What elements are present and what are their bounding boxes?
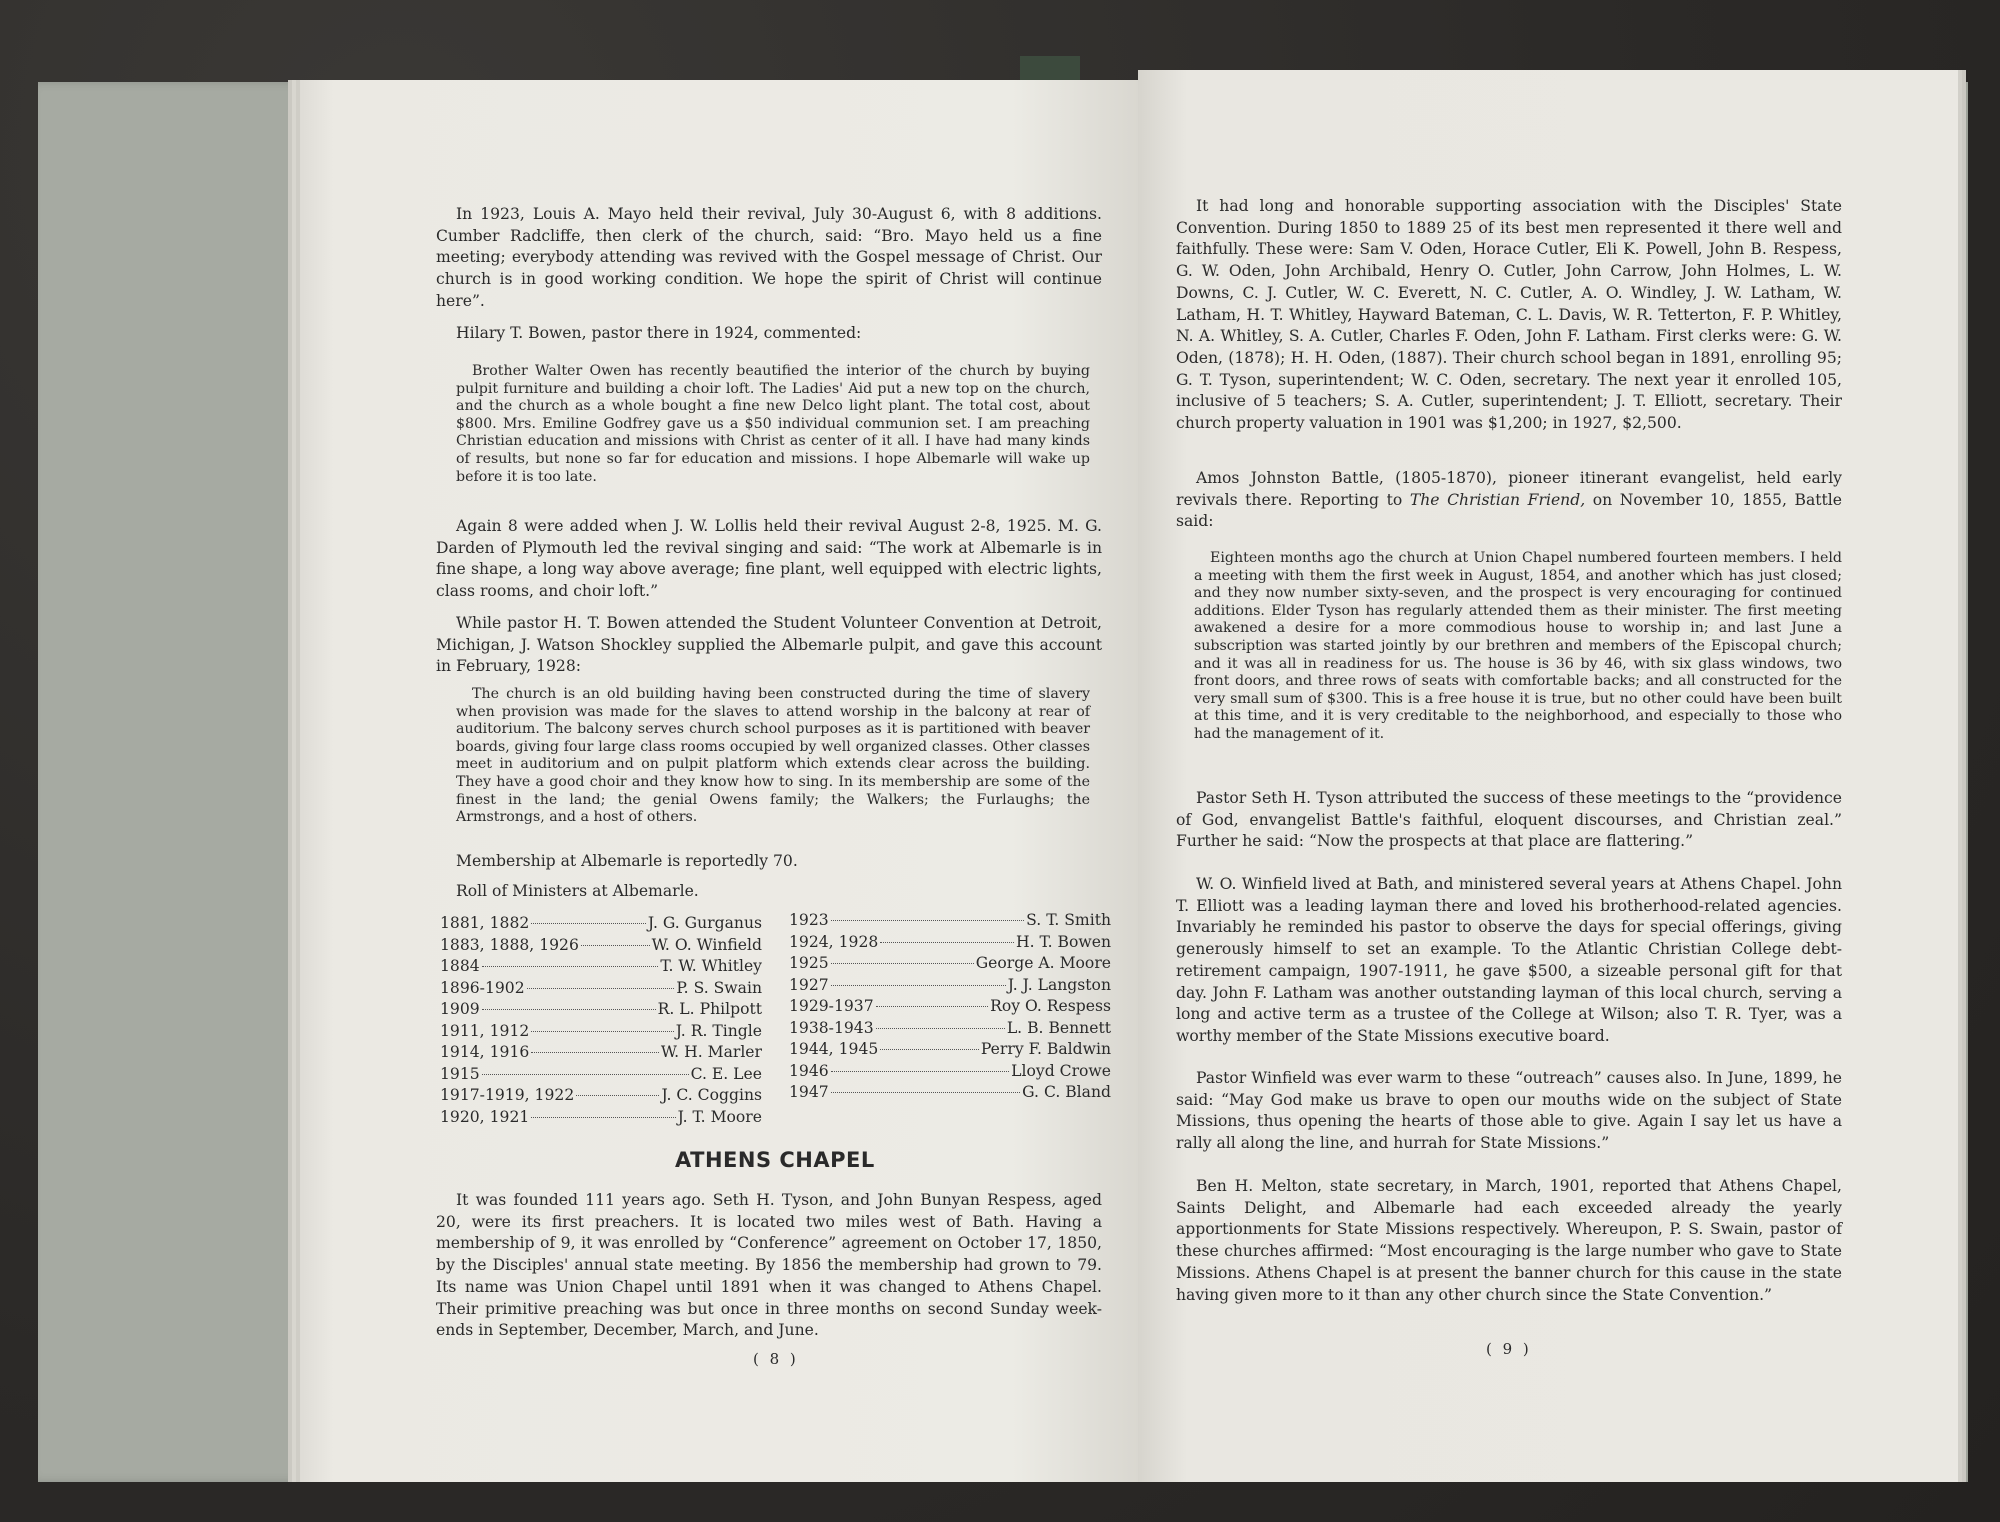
dot-leader xyxy=(876,1006,988,1007)
text-run: on November 10, 1855, Battle said: xyxy=(1176,490,1842,531)
roll-minister-name: Roy O. Respess xyxy=(990,997,1111,1015)
dot-leader xyxy=(831,1092,1020,1093)
quote-battle xyxy=(1194,550,1842,744)
roll-minister-name: P. S. Swain xyxy=(676,978,762,997)
dot-leader xyxy=(482,966,659,967)
athens-paragraph xyxy=(436,1190,1102,1342)
page-number: ( 9 ) xyxy=(1486,1340,1532,1358)
dot-leader xyxy=(880,1049,979,1050)
roll-years: 1917-1919, 1922 xyxy=(440,1086,575,1104)
roll-entry xyxy=(440,999,762,1021)
roll-minister-name: R. L. Philpott xyxy=(657,1000,762,1018)
right-para-3 xyxy=(1176,788,1842,853)
dot-leader xyxy=(482,1074,689,1075)
dot-leader xyxy=(531,1031,673,1032)
right-para-5 xyxy=(1176,1068,1842,1155)
section-heading: ATHENS CHAPEL xyxy=(675,1148,875,1172)
quote-shockley xyxy=(456,686,1090,827)
roll-years: 1923 xyxy=(789,911,829,929)
right-para-6 xyxy=(1176,1176,1842,1306)
roll-years: 1883, 1888, 1926 xyxy=(440,935,579,954)
roll-years: 1881, 1882 xyxy=(440,914,530,932)
roll-years: 1914, 1916 xyxy=(440,1043,530,1061)
roll-entry xyxy=(440,935,762,957)
roll-years: 1946 xyxy=(789,1061,829,1080)
paragraph: Hilary T. Bowen, pastor there in 1924, commented: xyxy=(456,323,862,342)
cover-flap xyxy=(38,82,308,1482)
roll-entry xyxy=(789,910,1111,932)
page-number: ( 8 ) xyxy=(753,1350,799,1368)
roll-minister-name: T. W. Whitley xyxy=(660,957,762,975)
dot-leader xyxy=(831,963,974,964)
paragraph: It had long and honorable supporting association with the Disciples' State Convention. During 1850 to 1889 25 of its best men represented it there well and faithfully. These were: Sam V. Oden, Horace Cutler, Eli K. Powell, John B. Respess, G. W. Oden, John Archibald, Henry O. Cutler, John Carrow, John Holmes, L. W. Downs, C. J. Cutler, W. C. Everett, N. C. Cutler, A. O. Windley, J. W. Latham, W. Latham, H. T. Whitley, Hayward Bateman, C. L. Davis, W. R. Tetterton, F. P. Whitley, N. A. Whitley, S. A. Cutler, Charles F. Oden, John F. Latham. First clerks were: G. W. Oden, (1878); H. H. Oden, (1887). Their church school began in 1891, enrolling 95; G. T. Tyson, superintendent; W. C. Oden, secretary. The next year it enrolled 105, inclusive of 5 teachers; S. A. Cutler, superintendent; J. T. Elliott, secretary. Their church property valuation in 1901 was $1,200; in 1927, $2,500. xyxy=(1176,197,1842,433)
right-para-4 xyxy=(1176,874,1842,1048)
membership-line: Membership at Albemarle is reportedly 70. xyxy=(456,852,798,870)
publication-title: The Christian Friend, xyxy=(1409,490,1586,509)
roll-entry xyxy=(440,1042,762,1064)
roll-minister-name: J. J. Langston xyxy=(1007,975,1111,994)
roll-entry xyxy=(789,1082,1111,1104)
dot-leader xyxy=(527,988,675,989)
roll-years: 1896-1902 xyxy=(440,978,525,997)
blockquote: Brother Walter Owen has recently beautified the interior of the church by buying pulpit furniture and building a choir loft. The Ladies' Aid put a new top on the church, and the church as a whole bought a fine new Delco light plant. The total cost, about $800. Mrs. Emiline Godfrey gave us a $50 individual communion set. I am preaching Christian education and missions with Christ as center of it all. I have had many kinds of results, but none so far for education and missions. I hope Albemarle will wake up before it is too late. xyxy=(456,363,1090,485)
roll-entry xyxy=(789,1018,1111,1040)
roll-entry xyxy=(440,913,762,935)
roll-years: 1929-1937 xyxy=(789,997,874,1015)
dot-leader xyxy=(576,1095,659,1096)
roll-entry xyxy=(789,932,1111,954)
roll-entry xyxy=(789,1061,1111,1083)
roll-minister-name: J. T. Moore xyxy=(677,1107,762,1126)
roll-minister-name: H. T. Bowen xyxy=(1015,932,1111,951)
roll-minister-name: S. T. Smith xyxy=(1026,911,1111,929)
quote-bowen xyxy=(456,363,1090,486)
left-page xyxy=(300,80,1138,1482)
dot-leader xyxy=(880,942,1014,943)
roll-years: 1925 xyxy=(789,954,829,972)
roll-years: 1947 xyxy=(789,1083,829,1101)
roll-column-left xyxy=(440,913,762,1128)
right-para-2 xyxy=(1176,468,1842,533)
roll-entry xyxy=(789,996,1111,1018)
left-intro xyxy=(436,204,1102,344)
dot-leader xyxy=(876,1028,1005,1029)
roll-years: 1924, 1928 xyxy=(789,932,879,951)
paragraph: Again 8 were added when J. W. Lollis held their revival August 2-8, 1925. M. G. Darden of Plymouth led the revival singing and said: “The work at Albemarle is in fine shape, a long way above average; fine plant, well equipped with electric lights, class rooms, and choir loft.” xyxy=(436,517,1102,601)
roll-entry xyxy=(440,956,762,978)
roll-minister-name: J. R. Tingle xyxy=(675,1021,762,1040)
paragraph: It was founded 111 years ago. Seth H. Tyson, and John Bunyan Respess, aged 20, were its first preachers. It is located two miles west of Bath. Having a membership of 9, it was enrolled by “Conference” agreement on October 17, 1850, by the Disciples' annual state meeting. By 1856 the membership had grown to 79. Its name was Union Chapel until 1891 when it was changed to Athens Chapel. Their primitive preaching was but once in three months on second Sunday week-ends in September, December, March, and June. xyxy=(436,1191,1102,1340)
roll-years: 1944, 1945 xyxy=(789,1040,879,1058)
dot-leader xyxy=(531,1117,675,1118)
roll-minister-name: L. B. Bennett xyxy=(1006,1018,1111,1037)
roll-minister-name: C. E. Lee xyxy=(690,1064,762,1083)
paragraph: Pastor Seth H. Tyson attributed the success of these meetings to the “providence of God, envangelist Battle's faithful, eloquent discourses, and Christian zeal.” Further he said: “Now the prospects at that place are flattering.” xyxy=(1176,789,1842,851)
roll-minister-name: J. C. Coggins xyxy=(661,1086,762,1104)
roll-minister-name: Lloyd Crowe xyxy=(1011,1061,1111,1080)
dot-leader xyxy=(531,1052,659,1053)
roll-minister-name: Perry F. Baldwin xyxy=(980,1040,1111,1058)
roll-entry xyxy=(440,978,762,1000)
roll-title: Roll of Ministers at Albemarle. xyxy=(456,882,699,900)
roll-entry xyxy=(789,953,1111,975)
blockquote: The church is an old building having been constructed during the time of slavery when provision was made for the slaves to attend worship in the balcony at rear of auditorium. The balcony serves church school purposes as it is partitioned with beaver boards, giving four large class rooms occupied by well organized classes. Other classes meet in auditorium and on pulpit platform which extends clear across the building. They have a good choir and they know how to sing. In its membership are some of the finest in the land; the genial Owens family; the Walkers; the Furlaughs; the Armstrongs, and a host of others. xyxy=(456,686,1090,826)
left-middle xyxy=(436,516,1102,678)
right-page xyxy=(1138,70,1958,1482)
paragraph: W. O. Winfield lived at Bath, and ministered several years at Athens Chapel. John T. Elliott was a leading layman there and loved his brotherhood-related agencies. Invariably he reminded his pastor to observe the days for special offerings, giving generously himself to set an example. To the Atlantic Christian College debt-retirement campaign, 1907-1911, he gave $500, a sizeable personal gift for that day. John F. Latham was another outstanding layman of this local church, serving a long and active term as a trustee of the College at Wilson; also T. R. Tyer, was a worthy member of the State Missions executive board. xyxy=(1176,875,1842,1045)
roll-years: 1911, 1912 xyxy=(440,1021,530,1040)
roll-years: 1909 xyxy=(440,1000,480,1018)
paragraph: While pastor H. T. Bowen attended the Student Volunteer Convention at Detroit, Michigan, J. Watson Shockley supplied the Albemarle pulpit, and gave this account in February, 1928: xyxy=(436,613,1102,676)
roll-minister-name: George A. Moore xyxy=(975,954,1111,972)
roll-entry xyxy=(440,1107,762,1129)
roll-entry xyxy=(440,1064,762,1086)
roll-minister-name: J. G. Gurganus xyxy=(647,914,762,932)
roll-entry xyxy=(789,1039,1111,1061)
paragraph: Ben H. Melton, state secretary, in March, 1901, reported that Athens Chapel, Saints Delight, and Albemarle had each exceeded already the yearly apportionments for State Missions respectively. Whereupon, P. S. Swain, pastor of these churches affirmed: “Most encouraging is the large number who gave to State Missions. Athens Chapel is at present the banner church for this cause in the state having given more to it than any other church since the State Convention.” xyxy=(1176,1177,1842,1304)
roll-minister-name: G. C. Bland xyxy=(1022,1083,1111,1101)
dot-leader xyxy=(831,920,1024,921)
roll-column-right xyxy=(789,910,1111,1104)
roll-years: 1927 xyxy=(789,975,829,994)
roll-entry xyxy=(789,975,1111,997)
paragraph xyxy=(1176,468,1842,533)
roll-years: 1915 xyxy=(440,1064,480,1083)
dot-leader xyxy=(482,1009,656,1010)
dot-leader xyxy=(831,985,1006,986)
text-run: Amos Johnston Battle, (1805-1870), pioneer itinerant evangelist, held early revivals there. Reporting to xyxy=(1176,469,1842,509)
roll-years: 1938-1943 xyxy=(789,1018,874,1037)
roll-years: 1884 xyxy=(440,957,480,975)
roll-minister-name: W. H. Marler xyxy=(660,1043,762,1061)
paragraph: In 1923, Louis A. Mayo held their revival, July 30-August 6, with 8 additions. Cumber Radcliffe, then clerk of the church, said: “Bro. Mayo held us a fine meeting; everybody attending was revived with the Gospel message of Christ. Our church is in good working condition. We hope the spirit of Christ will continue here”. xyxy=(436,205,1102,310)
roll-years: 1920, 1921 xyxy=(440,1107,530,1126)
roll-entry xyxy=(440,1021,762,1043)
dot-leader xyxy=(581,945,650,946)
blockquote: Eighteen months ago the church at Union Chapel numbered fourteen members. I held a meeting with them the first week in August, 1854, and another which has just closed; and they now number sixty-seven, and the prospect is very encouraging for continued additions. Elder Tyson has regularly attended them as their minister. The first meeting awakened a desire for a more commodious house to worship in; and last June a subscription was started jointly by our brethren and members of the Episcopal church; and it was all in readiness for us. The house is 36 by 46, with six glass windows, two front doors, and three rows of seats with comfortable backs; and all constructed for the very small sum of $300. This is a free house it is true, but no other could have been built at this time, and it is very creditable to the neighborhood, and especially to those who had the management of it. xyxy=(1194,550,1842,742)
roll-minister-name: W. O. Winfield xyxy=(651,935,762,954)
dot-leader xyxy=(831,1071,1009,1072)
roll-entry xyxy=(440,1085,762,1107)
right-para-1 xyxy=(1176,196,1842,435)
dot-leader xyxy=(531,923,646,924)
paragraph: Pastor Winfield was ever warm to these “outreach” causes also. In June, 1899, he said: “May God make us brave to open our mouths wide on the subject of State Missions, thus opening the hearts of those able to give. Again I say let us have a rally all along the line, and hurrah for State Missions.” xyxy=(1176,1069,1842,1153)
